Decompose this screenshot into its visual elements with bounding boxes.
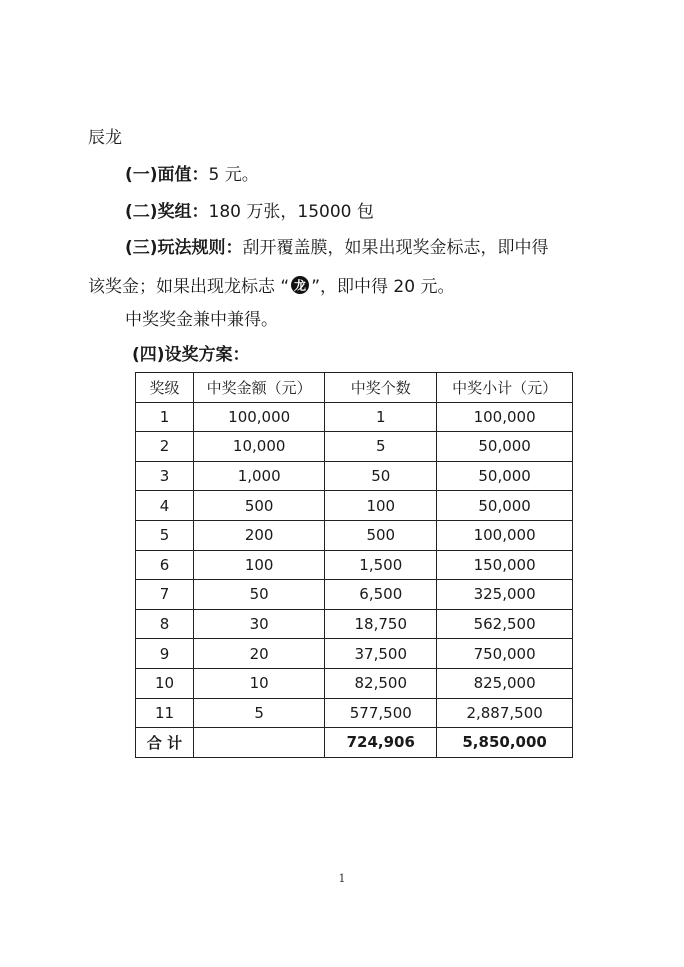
page-number: 1 [338,872,346,885]
cell-amount: 50 [194,580,325,610]
cell-level: 6 [136,550,194,580]
table-row [136,609,573,639]
header-subtotal: 中奖小计（元） [437,373,573,403]
table-row [136,698,573,728]
rules-text-2b: ”，即中得 20 元。 [311,277,455,297]
prize-group-label: (二)奖组： [125,202,209,222]
prize-table [135,372,573,758]
face-value-line [125,167,259,184]
cell-subtotal: 50,000 [437,432,573,462]
cell-amount: 10 [194,668,325,698]
header-level: 奖级 [136,373,194,403]
rules-text-2a: 该奖金；如果出现龙标志 “ [88,277,290,297]
cell-amount: 10,000 [194,432,325,462]
cell-level: 10 [136,668,194,698]
rules-line-2 [88,275,454,296]
cell-count: 100 [325,491,437,521]
table-row [136,668,573,698]
cell-count: 37,500 [325,639,437,669]
cell-subtotal: 325,000 [437,580,573,610]
face-value-text: 5 元。 [208,165,259,185]
cell-subtotal: 2,887,500 [437,698,573,728]
cell-amount: 200 [194,520,325,550]
table-row [136,432,573,462]
cell-amount: 100,000 [194,402,325,432]
cell-level: 8 [136,609,194,639]
rules-line-3: 中奖奖金兼中兼得。 [125,310,278,330]
cell-count: 18,750 [325,609,437,639]
cell-level: 11 [136,698,194,728]
cell-level: 1 [136,402,194,432]
rules-label: (三)玩法规则： [125,238,243,258]
table-row [136,520,573,550]
scheme-label: (四)设奖方案： [132,345,250,365]
total-amount [194,728,325,758]
cell-level: 4 [136,491,194,521]
cell-amount: 500 [194,491,325,521]
cell-level: 3 [136,461,194,491]
cell-level: 5 [136,520,194,550]
cell-count: 5 [325,432,437,462]
dragon-symbol-icon [290,275,310,295]
table-header-row [136,373,573,403]
face-value-label: (一)面值： [125,165,209,185]
cell-subtotal: 50,000 [437,491,573,521]
cell-subtotal: 562,500 [437,609,573,639]
cell-amount: 1,000 [194,461,325,491]
cell-subtotal: 50,000 [437,461,573,491]
cell-count: 6,500 [325,580,437,610]
total-subtotal: 5,850,000 [437,728,573,758]
prize-group-text: 180 万张，15000 包 [208,202,374,222]
rules-line-1 [125,240,549,257]
table-row [136,402,573,432]
cell-count: 500 [325,520,437,550]
header-count: 中奖个数 [325,373,437,403]
rules-text-1: 刮开覆盖膜，如果出现奖金标志，即中得 [242,238,549,258]
cell-count: 1,500 [325,550,437,580]
table-row [136,580,573,610]
cell-count: 50 [325,461,437,491]
cell-subtotal: 150,000 [437,550,573,580]
table-row [136,550,573,580]
table-row [136,639,573,669]
cell-amount: 100 [194,550,325,580]
doc-title: 辰龙 [88,128,122,148]
cell-level: 7 [136,580,194,610]
table-row [136,491,573,521]
header-amount: 中奖金额（元） [194,373,325,403]
total-count: 724,906 [325,728,437,758]
cell-count: 577,500 [325,698,437,728]
table-total-row [136,728,573,758]
cell-subtotal: 100,000 [437,402,573,432]
total-label: 合 计 [136,728,194,758]
cell-subtotal: 750,000 [437,639,573,669]
cell-amount: 20 [194,639,325,669]
cell-count: 82,500 [325,668,437,698]
cell-level: 9 [136,639,194,669]
cell-amount: 30 [194,609,325,639]
dragon-symbol-glyph: 龙 [294,278,307,293]
cell-amount: 5 [194,698,325,728]
cell-subtotal: 100,000 [437,520,573,550]
cell-count: 1 [325,402,437,432]
table-row [136,461,573,491]
cell-subtotal: 825,000 [437,668,573,698]
cell-level: 2 [136,432,194,462]
prize-group-line [125,204,374,221]
